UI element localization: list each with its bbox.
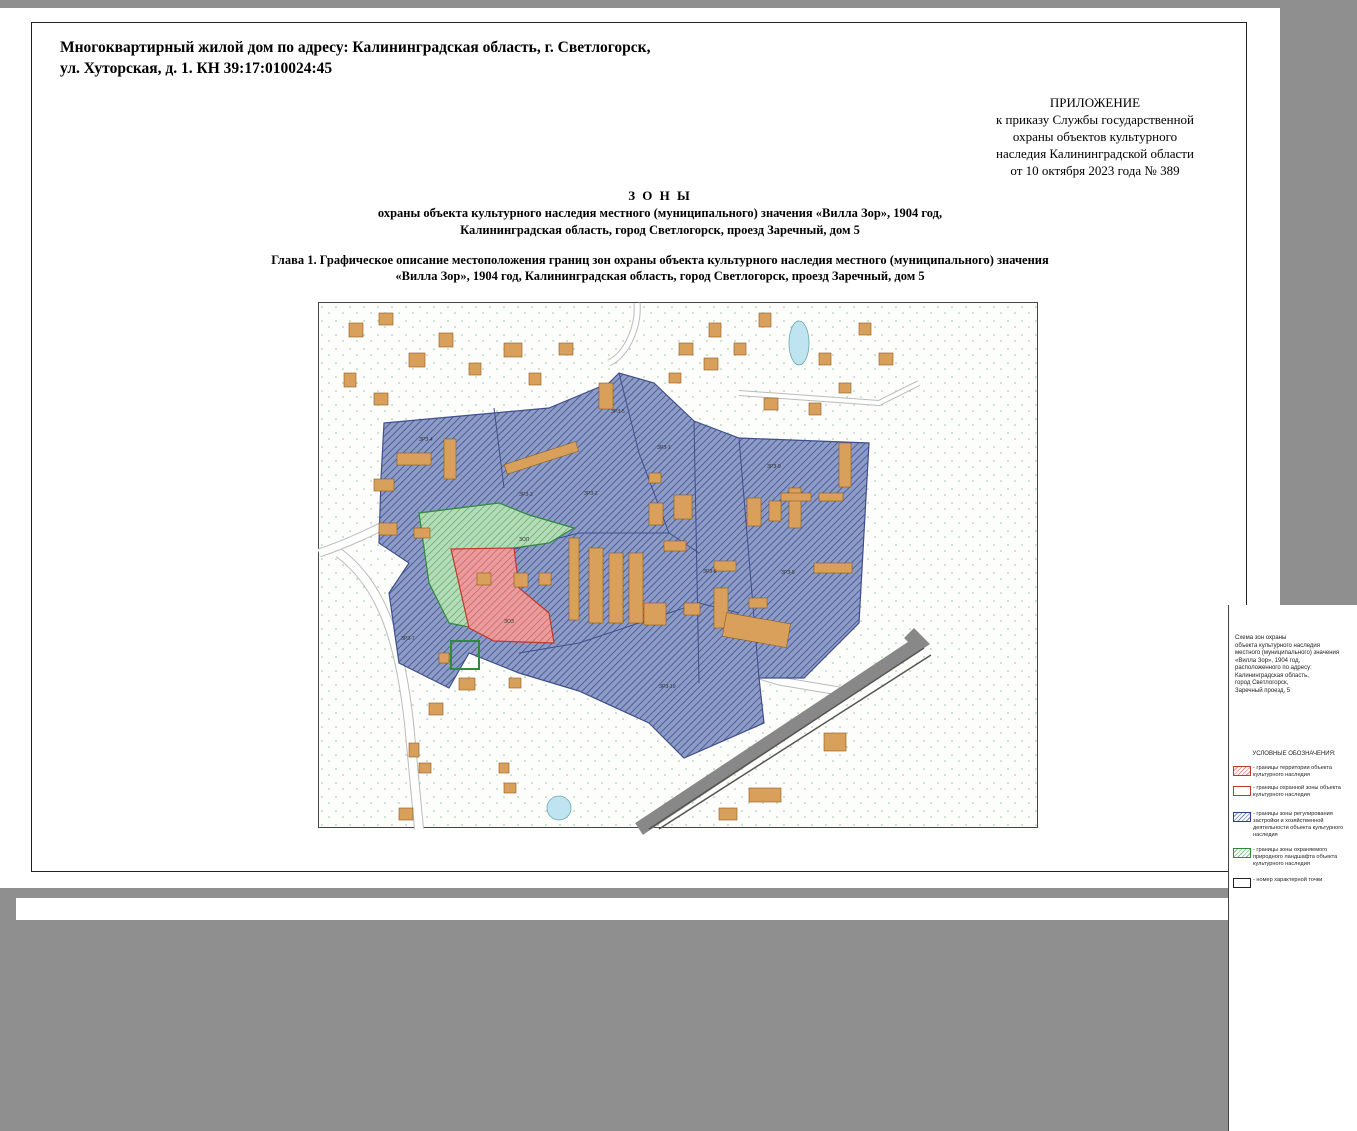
zone-label-zrz8: ЗРЗ-8 (781, 570, 795, 576)
legend-swatch (1233, 766, 1251, 776)
chapter-line-1: Глава 1. Графическое описание местоположения границ зон охраны объекта культурного наследия местного (муниципального) значения (271, 253, 1049, 267)
legend-caption-line: Заречный проезд, 5 (1235, 687, 1291, 694)
address-line-1: Многоквартирный жилой дом по адресу: Калининградская область, г. Светлогорск, (60, 39, 651, 56)
legend-item-label: - границы территории объекта культурного наследия (1253, 765, 1333, 778)
legend-heading: УСЛОВНЫЕ ОБОЗНАЧЕНИЯ: (1252, 751, 1336, 757)
legend-caption-line: объекта культурного наследия (1235, 642, 1321, 649)
legend-item-label: - границы охранной зоны объекта культурного наследия (1253, 785, 1341, 798)
appendix-line-5: от 10 октября 2023 года № 389 (1010, 163, 1180, 178)
legend-swatch (1233, 878, 1251, 888)
legend-caption-line: «Вилла Зор», 1904 год, (1235, 657, 1301, 664)
zone-label-zrz5: ЗРЗ-5 (611, 409, 625, 415)
legend-caption (1235, 635, 1353, 695)
next-page-edge (16, 898, 1280, 920)
zone-label-zoz: ЗОЗ (504, 619, 514, 625)
appendix-block (930, 94, 1260, 179)
zone-label-zrz3: ЗРЗ-3 (519, 492, 533, 498)
chapter-heading (210, 252, 1110, 284)
legend-caption-line: местного (муниципального) значения (1235, 650, 1340, 656)
chapter-line-2: «Вилла Зор», 1904 год, Калининградская область, город Светлогорск, проезд Заречный, дом 5 (395, 269, 925, 283)
zone-label-zrz1: ЗРЗ-1 (657, 445, 671, 451)
zones-subtitle (300, 205, 1020, 239)
zone-label-zrz9: ЗРЗ-9 (767, 464, 781, 470)
legend-caption-line: расположенного по адресу: (1235, 665, 1312, 671)
appendix-line-1: ПРИЛОЖЕНИЕ (1049, 95, 1141, 110)
zone-label-zrz7: ЗРЗ-7 (401, 636, 415, 642)
appendix-line-3: охраны объектов культурного (1012, 129, 1178, 144)
zones-subtitle-line-2: Калининградская область, город Светлогорск, проезд Заречный, дом 5 (460, 223, 860, 237)
zone-label-zrz6: ЗРЗ-6 (703, 569, 717, 575)
legend-item-label: - границы зоны регулирования застройки и хозяйственной деятельности объекта культурного наследия (1253, 811, 1344, 838)
address-header (60, 37, 820, 79)
zone-map-drawing (319, 303, 1039, 829)
legend-caption-line: Калининградская область, (1235, 672, 1309, 679)
zones-subtitle-line-1: охраны объекта культурного наследия местного (муниципального) значения «Вилла Зор», 1904 год, (377, 206, 943, 220)
legend-caption-line: город Светлогорск, (1235, 680, 1289, 686)
appendix-line-4: наследия Калининградской области (996, 146, 1194, 161)
legend-item-label: - номер характерной точки (1253, 877, 1323, 883)
address-line-2: ул. Хуторская, д. 1. КН 39:17:010024:45 (60, 60, 333, 77)
legend-swatch (1233, 812, 1251, 822)
appendix-line-2: к приказу Службы государственной (995, 112, 1195, 127)
zone-label-zrz10: ЗРЗ-10 (659, 684, 676, 690)
legend-item-label: - границы зоны охраняемого природного ландшафта объекта культурного наследия (1253, 847, 1338, 867)
legend-swatch (1233, 848, 1251, 858)
zone-label-zol: ЗОЛ (519, 537, 530, 543)
zone-map (318, 302, 1344, 883)
map-legend (1228, 605, 1357, 1131)
zone-label-zrz2: ЗРЗ-2 (584, 491, 598, 497)
zone-label-zrz4: ЗРЗ-4 (419, 437, 433, 443)
legend-swatch (1233, 786, 1251, 796)
zones-title: З О Н Ы (628, 188, 692, 203)
legend-caption-line: Схема зон охраны (1235, 635, 1287, 641)
